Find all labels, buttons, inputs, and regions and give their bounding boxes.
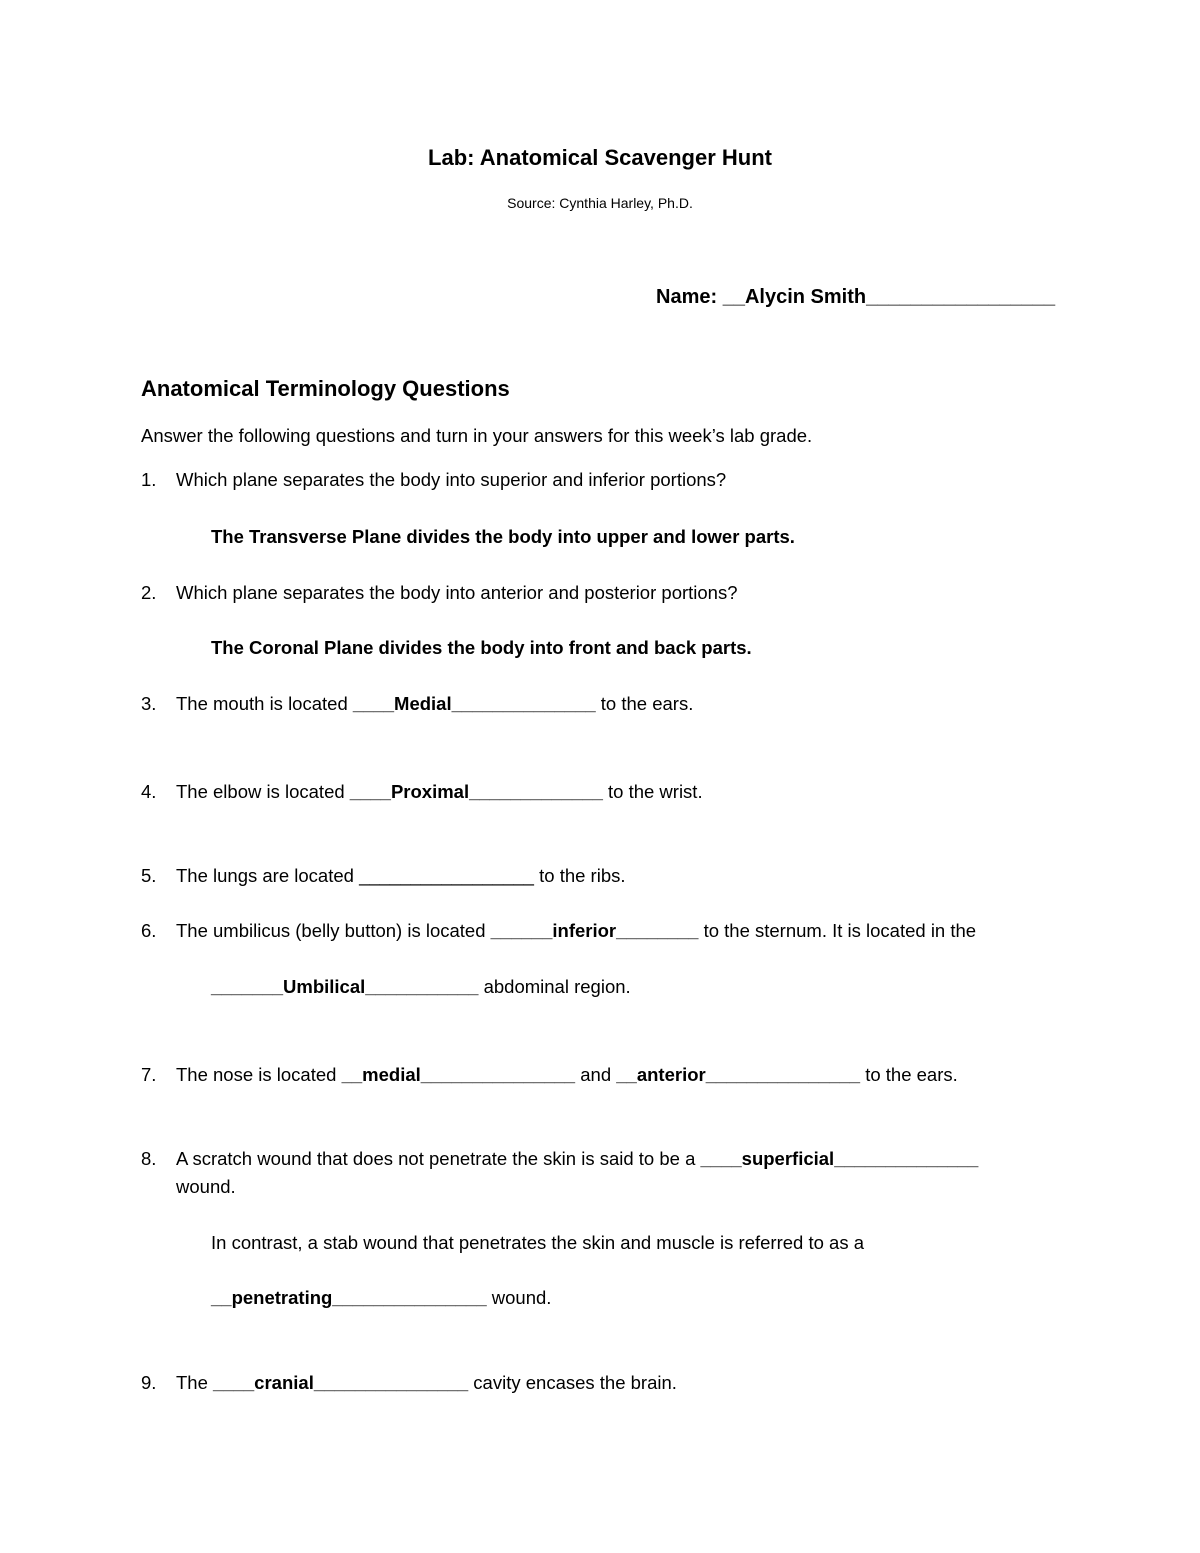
question-6-line-1 — [176, 920, 976, 942]
question-5-line — [176, 865, 626, 887]
document-title: Lab: Anatomical Scavenger Hunt — [428, 145, 772, 170]
question-8-line-4 — [211, 1287, 551, 1309]
question-8-line-1 — [176, 1148, 978, 1170]
question-6-line-2 — [211, 976, 631, 998]
question-5-post: to the ribs. — [533, 865, 626, 886]
name-value: __Alycin Smith_________________ — [722, 286, 1056, 308]
question-number-4: 4. — [141, 781, 157, 802]
question-7-mid: and — [575, 1064, 617, 1085]
question-5-pre: The lungs are located — [176, 865, 360, 886]
question-3-post: to the ears. — [595, 693, 694, 714]
question-1-answer: The Transverse Plane divides the body into upper and lower parts. — [211, 526, 795, 547]
name-field — [656, 286, 1055, 309]
question-4-line — [176, 781, 703, 803]
question-3-pre: The mouth is located — [176, 693, 353, 714]
question-number-2: 2. — [141, 582, 157, 603]
question-7-line — [176, 1064, 958, 1086]
intro-text: Answer the following questions and turn in your answers for this week’s lab grade. — [141, 425, 813, 446]
question-8-answer-1: ____superficial______________ — [700, 1148, 979, 1169]
source-credit: Source: Cynthia Harley, Ph.D. — [507, 195, 693, 211]
question-9-line — [176, 1372, 677, 1394]
question-9-answer: ____cranial_______________ — [213, 1372, 469, 1393]
name-label: Name: — [656, 286, 723, 308]
question-8-pre: A scratch wound that does not penetrate the skin is said to be a — [176, 1148, 701, 1169]
question-number-5: 5. — [141, 865, 157, 886]
section-heading: Anatomical Terminology Questions — [141, 376, 510, 401]
question-6-post: abdominal region. — [478, 976, 631, 997]
question-6-answer-2: _______Umbilical___________ — [211, 976, 479, 997]
question-9-pre: The — [176, 1372, 214, 1393]
question-7-answer-2: __anterior_______________ — [616, 1064, 861, 1085]
question-3-answer: ____Medial______________ — [352, 693, 596, 714]
question-8-answer-2: __penetrating_______________ — [211, 1287, 487, 1308]
question-6-pre: The umbilicus (belly button) is located — [176, 920, 491, 941]
question-number-7: 7. — [141, 1064, 157, 1085]
question-number-6: 6. — [141, 920, 157, 941]
question-9-post: cavity encases the brain. — [468, 1372, 677, 1393]
question-6-mid: to the sternum. It is located in the — [698, 920, 977, 941]
question-8-contrast: In contrast, a stab wound that penetrates the skin and muscle is referred to as a — [211, 1232, 865, 1253]
question-8-post: wound. — [486, 1287, 552, 1308]
question-8-line-2: wound. — [176, 1176, 236, 1197]
question-7-post: to the ears. — [860, 1064, 958, 1085]
question-4-post: to the wrist. — [602, 781, 703, 802]
question-4-pre: The elbow is located — [176, 781, 350, 802]
question-7-pre: The nose is located — [176, 1064, 342, 1085]
question-1-text: Which plane separates the body into superior and inferior portions? — [176, 469, 727, 490]
question-number-9: 9. — [141, 1372, 157, 1393]
question-6-answer-1: ______inferior________ — [490, 920, 699, 941]
question-number-8: 8. — [141, 1148, 157, 1169]
question-number-3: 3. — [141, 693, 157, 714]
question-5-blank: _________________ — [359, 865, 534, 886]
question-7-answer-1: __medial_______________ — [341, 1064, 576, 1085]
question-3-line — [176, 693, 693, 715]
question-2-text: Which plane separates the body into anterior and posterior portions? — [176, 582, 738, 603]
question-4-answer: ____Proximal_____________ — [349, 781, 603, 802]
question-2-answer: The Coronal Plane divides the body into front and back parts. — [211, 637, 752, 658]
question-number-1: 1. — [141, 469, 157, 490]
